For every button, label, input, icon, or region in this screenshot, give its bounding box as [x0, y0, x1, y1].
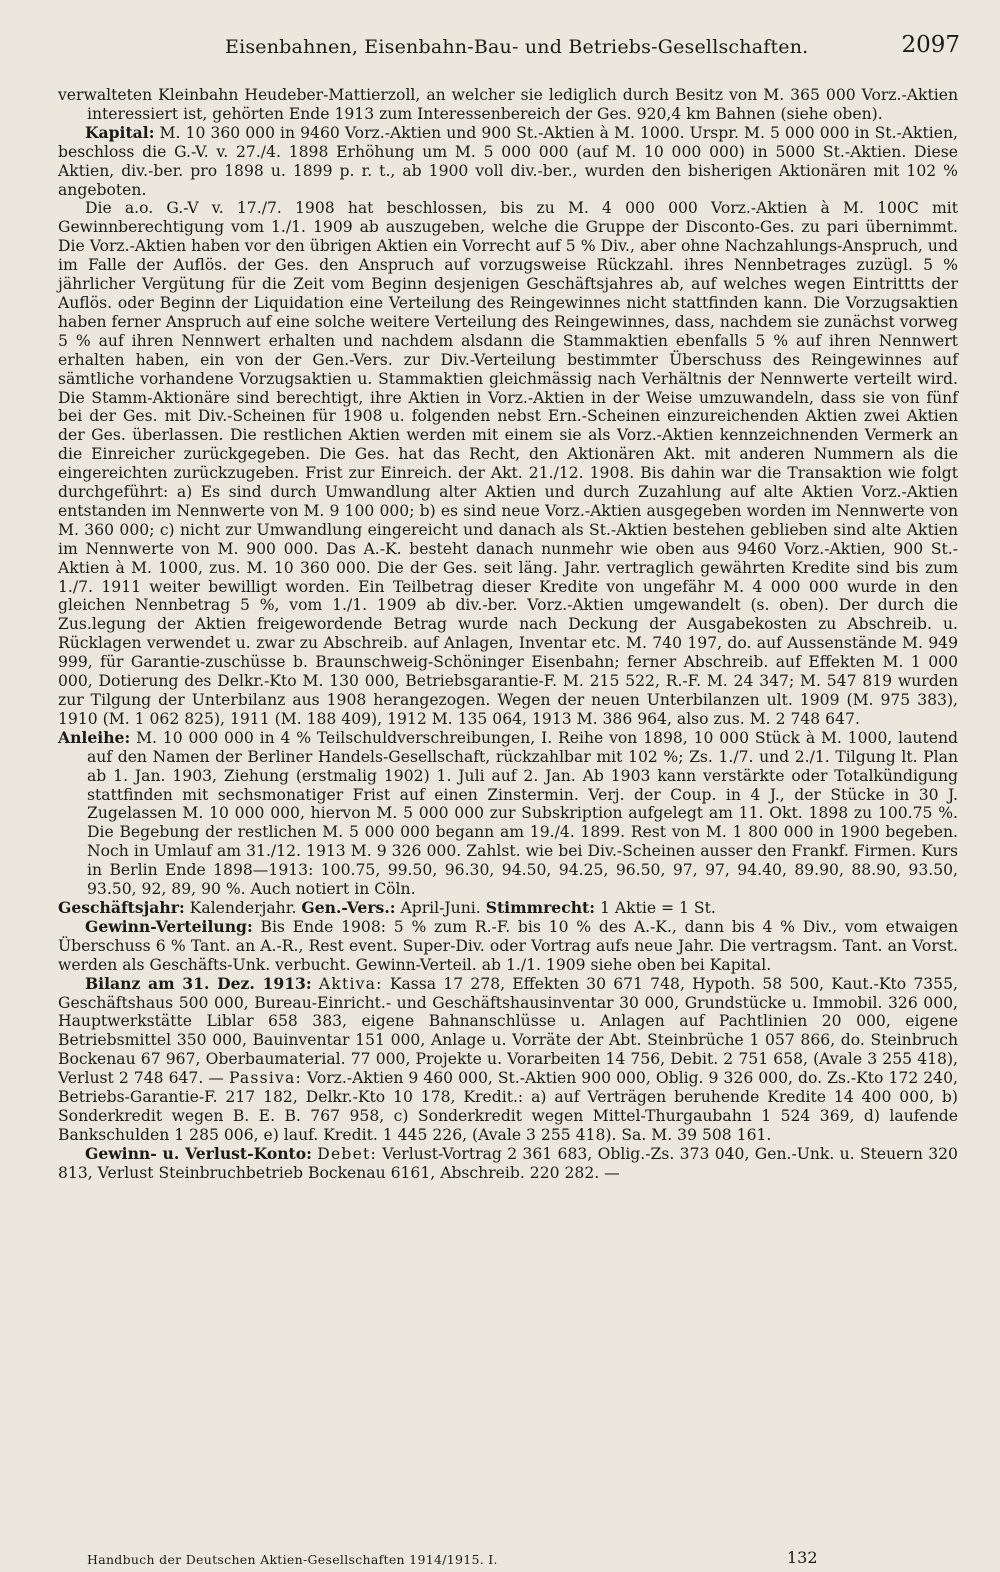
kapital-text: M. 10 360 000 in 9460 Vorz.-Aktien und 900 St.-Aktien à M. 1000. Urspr. M. 5 000 000 in St.-Aktien, beschloss die G.-V. v. 27./4. 1898 Erhöhung um M. 5 000 000 (auf M. 10 000 000) in 5000 St.-Aktien. Diese Aktien, div.-ber. pro 1898 u. 1899 p. r. t., ab 1900 voll div.-ber., wurden den bisherigen Aktionären mit 102 % angeboten. [58, 123, 958, 199]
footer-source: Handbuch der Deutschen Aktien-Gesellschaften 1914/1915. I. [87, 1552, 498, 1567]
gewinn-verteilung-label: Gewinn-Verteilung: [85, 916, 253, 936]
passiva-label: Passiva: [228, 1069, 302, 1088]
page-number: 2097 [901, 32, 960, 58]
paragraph-gewinn-verlust [58, 1145, 958, 1183]
paragraph-intro [58, 86, 958, 124]
debet-label: Debet: [317, 1144, 377, 1163]
page-header [0, 32, 1000, 66]
paragraph-gewinn-verteilung [58, 918, 958, 975]
stimmrecht-label: Stimmrecht: [485, 897, 596, 917]
aktiva-label: Aktiva: [318, 974, 383, 993]
anleihe-label: Anleihe: [58, 727, 131, 747]
stimmrecht-text: 1 Aktie = 1 St. [599, 898, 716, 917]
debet-text: Verlust-Vortrag 2 361 683, Oblig.-Zs. 373 040, Gen.-Unk. u. Steuern 320 813, Verlust Steinbruchbetrieb Bockenau 6161, Abschreib. 220 282. — [58, 1144, 958, 1182]
paragraph-anleihe [58, 729, 958, 899]
gewinn-verteilung-text: Bis Ende 1908: 5 % zum R.-F. bis 10 % des A.-K., dann bis 4 % Div., vom etwaigen Überschuss 6 % Tant. an A.-R., Rest event. Super-Div. oder Vortrag aufs neue Jahr. Die vertragsm. Tant. an Vorst. werden als Geschäfts-Unk. verbucht. Gewinn-Verteil. ab 1./1. 1909 siehe oben bei Kapital. [58, 917, 958, 974]
aktiva-text: Kassa 17 278, Effekten 30 671 748, Hypoth. 58 500, Kaut.-Kto 7355, Geschäftshaus 500 000, Bureau-Einricht.- und Geschäftshausinventar 30 000, Grundstücke u. Immobil. 326 000, Hauptwerkstätte Liblar 658 383, eigene Bahnanschlüsse u. Anlagen auf Pachtlinien 20 000, eigene Betriebsmittel 350 000, Bauinventar 151 000, Anlage u. Vorräte der Abt. Steinbrüche 1 057 866, do. Steinbruch Bockenau 67 967, Oberbaumaterial. 77 000, Projekte u. Vorarbeiten 14 756, Debit. 2 751 658, (Avale 3 255 418), Verlust 2 748 647. — [58, 974, 958, 1088]
footer-sheet-number: 132 [787, 1548, 818, 1567]
geschaeftsjahr-text: Kalenderjahr. [189, 898, 297, 917]
gewinn-verlust-label: Gewinn- u. Verlust-Konto: [85, 1143, 312, 1163]
running-title: Eisenbahnen, Eisenbahn-Bau- und Betriebs-Gesellschaften. [225, 36, 809, 58]
paragraph-kapital [58, 124, 958, 200]
paragraph-bilanz [58, 975, 958, 1145]
intro-text: verwalteten Kleinbahn Heudeber-Mattierzoll, an welcher sie lediglich durch Besitz von M. 365 000 Vorz.-Aktien interessiert ist, gehörten Ende 1913 zum Interessenbereich der Ges. 920,4 km Bahnen (siehe oben). [58, 86, 958, 123]
vorzugsaktien-text: Die a.o. G.-V v. 17./7. 1908 hat beschlossen, bis zu M. 4 000 000 Vorz.-Aktien à M. 100C mit Gewinnberechtigung vom 1./1. 1909 ab auszugeben, welche die Gruppe der Disconto-Ges. zu pari übernimmt. Die Vorz.-Aktien haben vor den übrigen Aktien ein Vorrecht auf 5 % Div., aber ohne Nachzahlungs-Anspruch, und im Falle der Auflös. der Ges. den Anspruch auf vorzugsweise Rückzahl. ihres Nennbetrages zuzügl. 5 % jährlicher Vergütung für die Zeit vom Beginn desjenigen Geschäftsjahres ab, auf welches wegen Eintrittts der Auflös. oder Beginn der Liquidation eine Verteilung des Reingewinnes nicht stattfinden kann. Die Vorzugsaktien haben ferner Anspruch auf eine solche weitere Verteilung des Reingewinnes, dass, nachdem sie zunächst vorweg 5 % auf ihren Nennwert erhalten und nachdem alsdann die Stammaktien ebenfalls 5 % auf ihren Nennwert erhalten haben, ein von der Gen.-Vers. zur Div.-Verteilung bestimmter Überschuss des Reingewinnes auf sämtliche vorhandene Vorzugsaktien u. Stammaktien gleichmässig nach Verhältnis der Nennwerte verteilt wird. Die Stamm-Aktionäre sind berechtigt, ihre Aktien in Vorz.-Aktien in der Weise umzuwandeln, dass sie von fünf bei der Ges. mit Div.-Scheinen für 1908 u. folgenden nebst Ern.-Scheinen einzureichenden Aktien zwei Aktien der Ges. überlassen. Die restlichen Aktien werden mit einem sie als Vorz.-Aktien kennzeichnenden Vermerk an die Einreicher zurückgegeben. Die Ges. hat das Recht, den Aktionären Akt. mit anderen Nummern als die eingereichten zurückzugeben. Frist zur Einreich. der Akt. 21./12. 1908. Bis dahin war die Transaktion wie folgt durchgeführt: a) Es sind durch Umwandlung alter Aktien und durch Zuzahlung auf alte Aktien Vorz.-Aktien entstanden im Nennwerte von M. 9 100 000; b) es sind neue Vorz.-Aktien ausgegeben worden im Nennwerte von M. 360 000; c) nicht zur Umwandlung eingereicht und danach als St.-Aktien bestehen geblieben sind alte Aktien im Nennwerte von M. 900 000. Das A.-K. besteht danach nunmehr wie oben aus 9460 Vorz.-Aktien, 900 St.-Aktien à M. 1000, zus. M. 10 360 000. Die der Ges. seit läng. Jahr. vertraglich gewährten Kredite sind bis zum 1./7. 1911 weiter bewilligt worden. Ein Teilbetrag dieser Kredite von ungefähr M. 4 000 000 wurde in den gleichen Nennbetrag 5 %, vom 1./1. 1909 ab div.-ber. Vorz.-Aktien umgewandelt (s. oben). Der durch die Zus.legung der Aktien freigewordende Betrag wurde nach Deckung der Ausgabekosten zu Abschreib. u. Rücklagen verwendet u. zwar zu Abschreib. auf Anlagen, Inventar etc. M. 740 197, do. auf Aussenstände M. 949 999, für Garantie-zuschüsse b. Braunschweig-Schöninger Eisenbahn; ferner Abschreib. auf Effekten M. 1 000 000, Dotierung des Delkr.-Kto M. 130 000, Betriebsgarantie-F. M. 215 522, R.-F. M. 24 347; M. 547 819 wurden zur Tilgung der Unterbilanz aus 1908 herangezogen. Wegen der neuen Unterbilanzen ult. 1909 (M. 975 383), 1910 (M. 1 062 825), 1911 (M. 188 409), 1912 M. 135 064, 1913 M. 386 964, also zus. M. 2 748 647. [58, 199, 958, 728]
anleihe-text: M. 10 000 000 in 4 % Teilschuldverschreibungen, I. Reihe von 1898, 10 000 Stück à M. 1000, lautend auf den Namen der Berliner Handels-Gesellschaft, rückzahlbar mit 102 %; Zs. 1./7. und 2./1. Tilgung lt. Plan ab 1. Jan. 1903, Ziehung (erstmalig 1902) 1. Juli auf 2. Jan. Ab 1903 kann verstärkte oder Totalkündigung stattfinden mit sechsmonatiger Frist auf einen Zinstermin. Verj. der Coup. in 4 J., der Stücke in 30 J. Zugelassen M. 10 000 000, hiervon M. 5 000 000 zur Subskription aufgelegt am 11. Okt. 1898 zu 100.75 %. Die Begebung der restlichen M. 5 000 000 begann am 19./4. 1899. Rest von M. 1 800 000 in 1900 begeben. Noch in Umlauf am 31./12. 1913 M. 9 326 000. Zahlst. wie bei Div.-Scheinen ausser den Frankf. Firmen. Kurs in Berlin Ende 1898—1913: 100.75, 99.50, 96.30, 94.50, 94.25, 96.50, 97, 97, 94.40, 89.90, 88.90, 93.50, 93.50, 92, 89, 90 %. Auch notiert in Cöln. [87, 728, 958, 899]
paragraph-vorzugsaktien [58, 199, 958, 728]
paragraph-geschaeftsjahr [58, 899, 958, 918]
page-footer [87, 1550, 827, 1570]
gen-vers-text: April-Juni. [400, 898, 481, 917]
page-body [58, 86, 958, 1183]
geschaeftsjahr-label: Geschäftsjahr: [58, 897, 185, 917]
passiva-text: Vorz.-Aktien 9 460 000, St.-Aktien 900 000, Oblig. 9 326 000, do. Zs.-Kto 172 240, Betriebs-Garantie-F. 217 182, Delkr.-Kto 10 178, Kredit.: a) auf Verträgen beruhende Kredite 14 400 000, b) Sonderkredit wegen B. E. B. 767 958, c) Sonderkredit wegen Mittel-Thurgaubahn 1 524 369, d) laufende Bankschulden 1 285 006, e) lauf. Kredit. 1 445 226, (Avale 3 255 418). Sa. M. 39 508 161. [58, 1069, 958, 1144]
bilanz-label: Bilanz am 31. Dez. 1913: [85, 973, 312, 993]
kapital-label: Kapital: [85, 122, 155, 142]
gen-vers-label: Gen.-Vers.: [301, 897, 396, 917]
